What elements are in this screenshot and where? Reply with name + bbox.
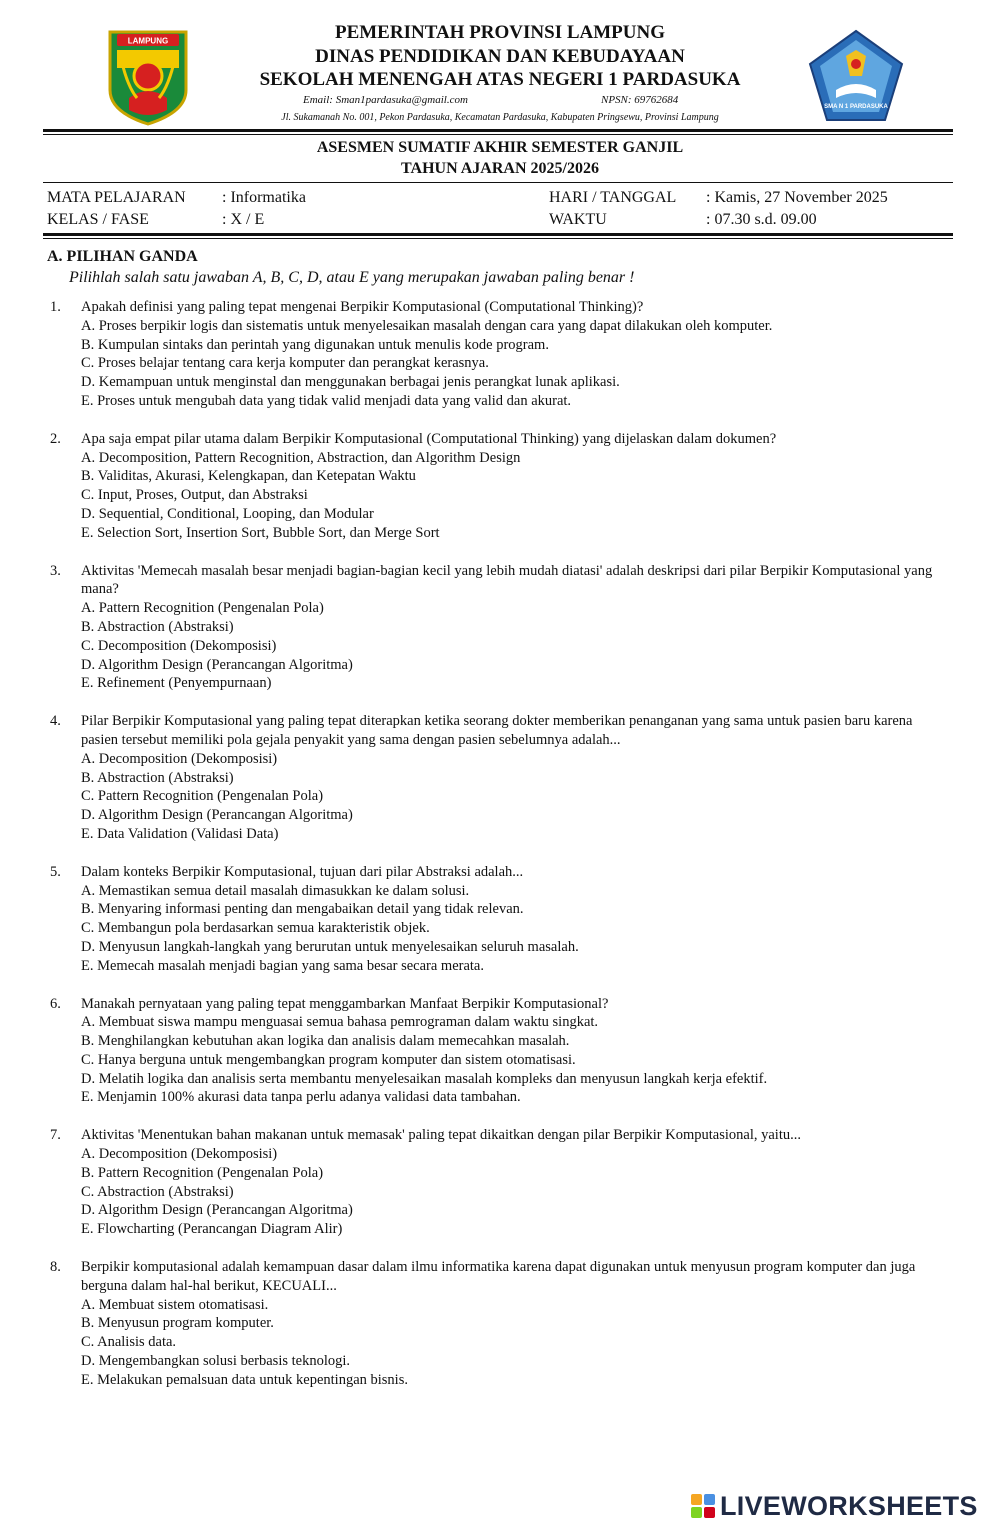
subject-label: MATA PELAJARAN (47, 189, 186, 206)
liveworksheets-watermark (690, 1488, 978, 1524)
option-c[interactable]: C. Pattern Recognition (Pengenalan Pola) (81, 788, 324, 805)
option-a[interactable]: A. Decomposition, Pattern Recognition, Abstraction, dan Algorithm Design (81, 449, 521, 466)
option-e[interactable]: E. Data Validation (Validasi Data) (81, 825, 279, 842)
header-line-1: PEMERINTAH PROVINSI LAMPUNG (334, 22, 666, 43)
option-d[interactable]: D. Mengembangkan solusi berbasis teknologi. (81, 1353, 351, 1370)
letterhead (0, 0, 1000, 140)
section-title: A. PILIHAN GANDA (47, 248, 198, 265)
option-c[interactable]: C. Abstraction (Abstraksi) (81, 1183, 234, 1200)
option-a[interactable]: A. Decomposition (Dekomposisi) (81, 1146, 278, 1163)
option-d[interactable]: D. Menyusun langkah-langkah yang berurutan untuk menyelesaikan seluruh masalah. (81, 938, 579, 955)
option-e[interactable]: E. Refinement (Penyempurnaan) (81, 675, 272, 692)
time-value: : 07.30 s.d. 09.00 (706, 211, 817, 228)
header-divider (43, 129, 953, 132)
question-7 (50, 1126, 950, 1239)
section-instruction: Pilihlah salah satu jawaban A, B, C, D, atau E yang merupakan jawaban paling benar ! (69, 269, 635, 286)
option-a[interactable]: A. Membuat sistem otomatisasi. (81, 1296, 269, 1313)
info-divider (43, 233, 953, 236)
option-d[interactable]: D. Algorithm Design (Perancangan Algoritma) (81, 656, 353, 673)
lampung-emblem-label: LAMPUNG (127, 36, 169, 46)
watermark-text: LIVEWORKSHEETS (720, 1490, 978, 1521)
option-c[interactable]: C. Input, Proses, Output, dan Abstraksi (81, 487, 308, 504)
question-5 (50, 863, 950, 976)
option-d[interactable]: D. Algorithm Design (Perancangan Algoritma) (81, 1202, 353, 1219)
info-divider-thin (43, 238, 953, 239)
option-c[interactable]: C. Hanya berguna untuk mengembangkan program komputer dan sistem otomatisasi. (81, 1051, 576, 1068)
header-line-3: SEKOLAH MENENGAH ATAS NEGERI 1 PARDASUKA (259, 69, 741, 90)
header-email: Email: Sman1pardasuka@gmail.com (303, 94, 468, 106)
class-value: : X / E (222, 211, 265, 228)
option-b[interactable]: B. Menyaring informasi penting dan mengabaikan detail yang tidak relevan. (81, 901, 524, 918)
question-number: 3. (50, 562, 61, 579)
option-b[interactable]: B. Menghilangkan kebutuhan akan logika dan analisis dalam memecahkan masalah. (81, 1033, 570, 1050)
question-number: 4. (50, 713, 61, 730)
exam-year: TAHUN AJARAN 2025/2026 (401, 160, 599, 177)
header-address: Jl. Sukamanah No. 001, Pekon Pardasuka, Kecamatan Pardasuka, Kabupaten Pringsewu, Provinsi Lampung (281, 112, 719, 123)
exam-title: ASESMEN SUMATIF AKHIR SEMESTER GANJIL (316, 139, 684, 156)
option-c[interactable]: C. Membangun pola berdasarkan semua karakteristik objek. (81, 920, 430, 937)
question-text: Aktivitas 'Memecah masalah besar menjadi bagian-bagian kecil yang lebih mudah diatasi' adalah deskripsi dari pilar Berpikir Komputasional yang mana? (81, 562, 933, 598)
time-label: WAKTU (549, 211, 607, 228)
title-divider (43, 182, 953, 183)
option-a[interactable]: A. Decomposition (Dekomposisi) (81, 750, 278, 767)
option-b[interactable]: B. Abstraction (Abstraksi) (81, 769, 234, 786)
question-8 (50, 1258, 950, 1390)
question-text: Berpikir komputasional adalah kemampuan dasar dalam ilmu informatika karena dapat digunakan untuk menyusun program komputer dan juga berguna dalam hal-hal berikut, KECUALI... (81, 1259, 916, 1294)
school-emblem-icon (806, 28, 906, 124)
question-3 (50, 562, 950, 694)
question-6 (50, 995, 950, 1108)
question-4 (50, 712, 950, 844)
question-number: 7. (50, 1127, 61, 1144)
header-npsn: NPSN: 69762684 (601, 94, 679, 106)
option-a[interactable]: A. Memastikan semua detail masalah dimasukkan ke dalam solusi. (81, 882, 470, 899)
option-c[interactable]: C. Analisis data. (81, 1334, 177, 1351)
option-a[interactable]: A. Membuat siswa mampu menguasai semua bahasa pemrograman dalam waktu singkat. (81, 1014, 599, 1031)
question-text: Dalam konteks Berpikir Komputasional, tujuan dari pilar Abstraksi adalah... (81, 863, 524, 880)
subject-value: : Informatika (222, 189, 306, 206)
question-number: 5. (50, 863, 61, 880)
option-b[interactable]: B. Abstraction (Abstraksi) (81, 618, 234, 635)
option-b[interactable]: B. Pattern Recognition (Pengenalan Pola) (81, 1164, 324, 1181)
header-divider-thin (43, 134, 953, 135)
option-e[interactable]: E. Menjamin 100% akurasi data tanpa perlu adanya validasi data tambahan. (81, 1089, 521, 1106)
question-number: 8. (50, 1259, 61, 1276)
option-e[interactable]: E. Memecah masalah menjadi bagian yang sama besar secara merata. (81, 957, 484, 974)
question-1 (50, 298, 950, 411)
option-d[interactable]: D. Sequential, Conditional, Looping, dan Modular (81, 505, 374, 522)
option-e[interactable]: E. Flowcharting (Perancangan Diagram Alir) (81, 1221, 343, 1238)
option-b[interactable]: B. Kumpulan sintaks dan perintah yang digunakan untuk menulis kode program. (81, 336, 549, 353)
class-label: KELAS / FASE (47, 211, 149, 228)
header-line-2: DINAS PENDIDIKAN DAN KEBUDAYAAN (315, 46, 685, 67)
option-d[interactable]: D. Melatih logika dan analisis serta membantu menyelesaikan masalah kompleks dan menyusun langkah kerja efektif. (81, 1070, 768, 1087)
question-list (50, 298, 950, 1409)
question-text: Apakah definisi yang paling tepat mengenai Berpikir Komputasional (Computational Thinking)? (81, 299, 644, 315)
option-e[interactable]: E. Selection Sort, Insertion Sort, Bubble Sort, dan Merge Sort (81, 524, 440, 541)
option-e[interactable]: E. Melakukan pemalsuan data untuk kepentingan bisnis. (81, 1371, 408, 1388)
school-emblem-label: SMA N 1 PARDASUKA (824, 104, 888, 110)
option-a[interactable]: A. Proses berpikir logis dan sistematis untuk menyelesaikan masalah dengan cara yang dapat dilakukan oleh komputer. (81, 317, 773, 334)
question-number: 6. (50, 995, 61, 1012)
day-value: : Kamis, 27 November 2025 (706, 189, 888, 206)
option-c[interactable]: C. Decomposition (Dekomposisi) (81, 637, 277, 654)
liveworksheets-logo-icon (690, 1493, 716, 1519)
option-d[interactable]: D. Algorithm Design (Perancangan Algoritma) (81, 807, 353, 824)
question-text: Aktivitas 'Menentukan bahan makanan untuk memasak' paling tepat dikaitkan dengan pilar Berpikir Komputasional, yaitu... (81, 1127, 801, 1144)
question-text: Manakah pernyataan yang paling tepat menggambarkan Manfaat Berpikir Komputasional? (81, 995, 609, 1012)
day-label: HARI / TANGGAL (549, 189, 677, 206)
option-e[interactable]: E. Proses untuk mengubah data yang tidak valid menjadi data yang valid dan akurat. (81, 392, 572, 409)
question-text: Apa saja empat pilar utama dalam Berpikir Komputasional (Computational Thinking) yang dijelaskan dalam dokumen? (81, 430, 777, 447)
question-number: 1. (50, 299, 61, 315)
option-a[interactable]: A. Pattern Recognition (Pengenalan Pola) (81, 600, 324, 617)
question-2 (50, 430, 950, 543)
option-d[interactable]: D. Kemampuan untuk menginstal dan menggunakan berbagai jenis perangkat lunak aplikasi. (81, 374, 620, 391)
option-b[interactable]: B. Validitas, Akurasi, Kelengkapan, dan Ketepatan Waktu (81, 468, 416, 485)
option-c[interactable]: C. Proses belajar tentang cara kerja komputer dan perangkat kerasnya. (81, 355, 489, 372)
option-b[interactable]: B. Menyusun program komputer. (81, 1315, 274, 1332)
question-number: 2. (50, 430, 61, 447)
question-text: Pilar Berpikir Komputasional yang paling tepat diterapkan ketika seorang dokter memberikan penanganan yang sama untuk pasien baru karena pasien tersebut memiliki pola gejala penyakit yang sama dengan pasien sebelumnya adalah... (81, 713, 913, 748)
